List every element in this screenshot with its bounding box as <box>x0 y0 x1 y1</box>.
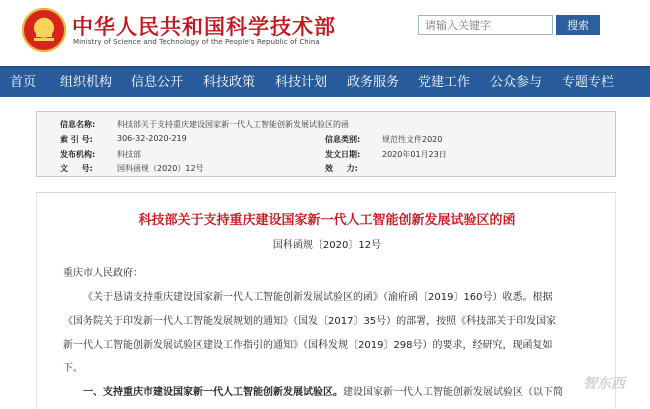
section-text: 建设国家新一代人工智能创新发展试验区（以下简 <box>343 387 563 398</box>
section-heading: 一、支持重庆市建设国家新一代人工智能创新发展试验区。 <box>83 387 343 398</box>
document-salutation: 重庆市人民政府： <box>63 268 143 279</box>
info-category-value: 规范性文件2020 <box>382 135 443 144</box>
document-paragraph-line: 《国务院关于印发新一代人工智能发展规划的通知》（国发〔2017〕35号）的部署，按照《科技部关于印发国家 <box>63 316 557 327</box>
nav-item-government-services[interactable]: 政务服务 <box>347 75 400 90</box>
info-issuer-label: 发布机构: <box>60 150 96 159</box>
info-docno-value: 国科函规（2020）12号 <box>117 164 204 173</box>
site-title[interactable]: 中华人民共和国科学技术部 <box>72 15 336 39</box>
document-body <box>36 192 616 409</box>
national-emblem-icon[interactable] <box>22 8 66 52</box>
info-validity-label: 效 力: <box>325 164 358 173</box>
info-date-label: 发文日期: <box>325 150 361 159</box>
site-header <box>0 0 650 66</box>
search-button[interactable]: 搜索 <box>556 15 600 35</box>
main-nav <box>0 66 650 97</box>
nav-item-home[interactable]: 首页 <box>10 75 37 90</box>
site-subtitle: Ministry of Science and Technology of the People's Republic of China <box>73 38 320 46</box>
nav-item-science-plans[interactable]: 科技计划 <box>275 75 328 90</box>
document-info-box <box>36 111 616 177</box>
document-paragraph-line: 下。 <box>63 363 83 374</box>
info-name-label: 信息名称: <box>60 120 96 129</box>
search-input[interactable] <box>418 15 553 35</box>
nav-item-party-building[interactable]: 党建工作 <box>418 75 471 90</box>
nav-item-information-disclosure[interactable]: 信息公开 <box>131 75 184 90</box>
info-issuer-value: 科技部 <box>117 150 141 159</box>
info-category-label: 信息类别: <box>325 135 361 144</box>
document-paragraph-line: 《关于恳请支持重庆建设国家新一代人工智能创新发展试验区的函》（渝府函〔2019〕160号）收悉。根据 <box>83 292 553 303</box>
info-index-value: 306-32-2020-219 <box>117 134 187 143</box>
watermark-logo: 智东西 <box>583 376 625 392</box>
document-section-line <box>83 383 563 398</box>
document-number: 国科函规〔2020〕12号 <box>272 240 382 251</box>
info-docno-label: 文 号: <box>60 164 93 173</box>
document-paragraph-line: 新一代人工智能创新发展试验区建设工作指引的通知》（国科发规〔2019〕298号）的要求，经研究，现函复如 <box>63 340 553 351</box>
nav-item-science-policy[interactable]: 科技政策 <box>203 75 256 90</box>
info-index-label: 索 引 号: <box>60 135 93 144</box>
info-name-value: 科技部关于支持重庆建设国家新一代人工智能创新发展试验区的函 <box>117 120 349 129</box>
nav-item-organization[interactable]: 组织机构 <box>60 75 113 90</box>
nav-item-special-topics[interactable]: 专题专栏 <box>562 75 615 90</box>
info-date-value: 2020年01月23日 <box>382 150 447 159</box>
nav-item-public-participation[interactable]: 公众参与 <box>490 75 543 90</box>
document-title: 科技部关于支持重庆建设国家新一代人工智能创新发展试验区的函 <box>138 213 516 228</box>
